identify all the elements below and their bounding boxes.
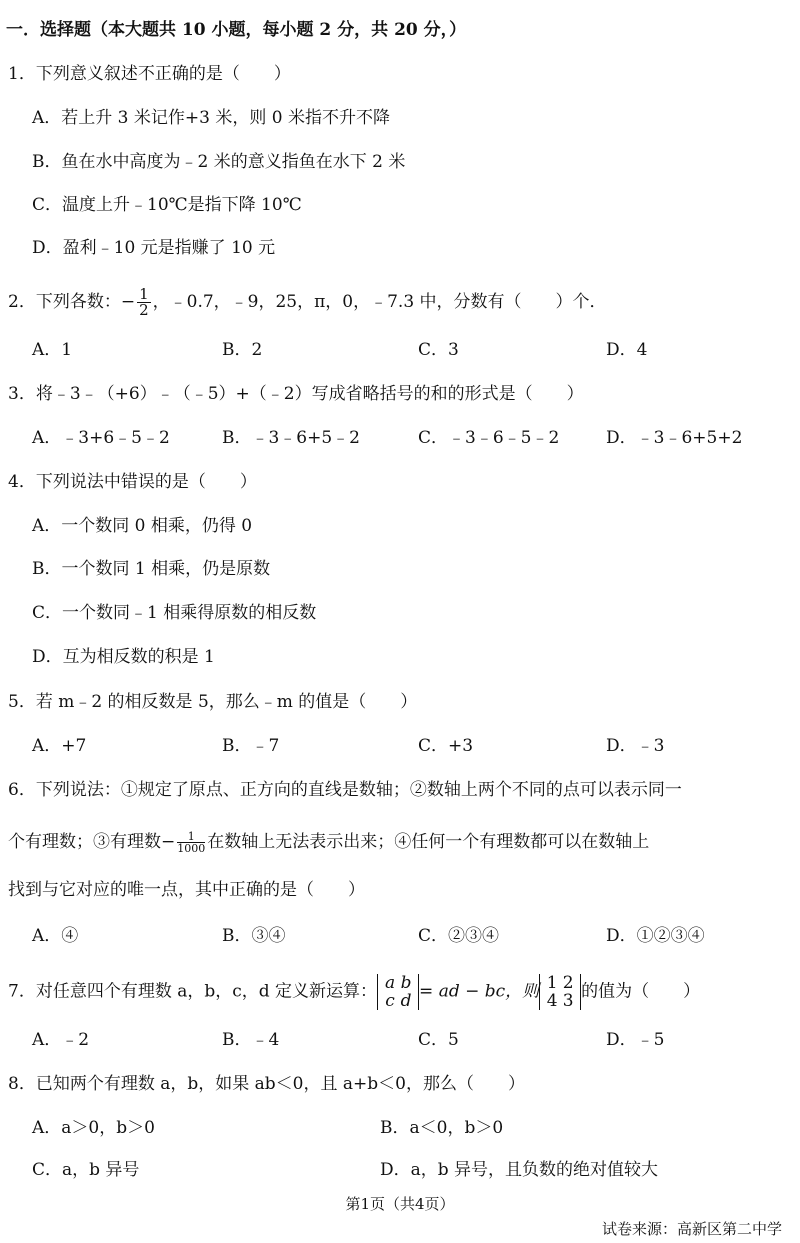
page-number: 第1页（共4页） [345, 1195, 455, 1213]
fraction-denominator: 2 [139, 301, 149, 319]
fraction-one-half [137, 287, 151, 318]
question-4-stem: 4．下列说法中错误的是（ ） [8, 472, 257, 492]
question-6-option-b: B．③④ [222, 926, 286, 946]
question-6-line-1: 6．下列说法：①规定了原点、正方向的直线是数轴；②数轴上两个不同的点可以表示同一 [8, 780, 682, 800]
question-3-option-d: D．﹣3﹣6+5+2 [606, 428, 743, 448]
question-1-option-b: B．鱼在水中高度为﹣2 米的意义指鱼在水下 2 米 [32, 152, 406, 172]
question-2-option-d: D．4 [606, 340, 648, 360]
question-7-option-b: B．﹣4 [222, 1030, 280, 1050]
question-3-option-a: A．﹣3+6﹣5﹣2 [32, 428, 170, 448]
matrix-cell: a [384, 973, 396, 993]
fraction-one-thousandth [177, 831, 205, 854]
question-4-option-c: C．一个数同﹣1 相乘得原数的相反数 [32, 603, 317, 623]
question-8-option-b: B．a＜0，b＞0 [380, 1118, 504, 1138]
question-7-stem [8, 974, 700, 1010]
question-3-option-b: B．﹣3﹣6+5﹣2 [222, 428, 361, 448]
minus-sign: − [120, 292, 136, 312]
fraction-denominator: 1000 [177, 842, 206, 855]
determinant-abcd [377, 974, 419, 1010]
matrix-cell: 3 [562, 991, 574, 1011]
question-6-option-c: C．②③④ [418, 926, 500, 946]
question-2-option-a: A．1 [32, 340, 73, 360]
question-4-option-d: D．互为相反数的积是 1 [32, 647, 215, 667]
matrix-cell: 2 [562, 973, 574, 993]
question-7-option-a: A．﹣2 [32, 1030, 90, 1050]
question-8-option-d: D．a，b 异号，且负数的绝对值较大 [380, 1160, 659, 1180]
question-7-suffix: 的值为（ ） [581, 981, 701, 1002]
question-1-stem: 1．下列意义叙述不正确的是（ ） [8, 64, 291, 84]
question-6-line-2-suffix: 在数轴上无法表示出来；④任何一个有理数都可以在数轴上 [207, 832, 650, 852]
question-2-prefix: 2．下列各数： [8, 292, 121, 312]
question-6-option-a: A．④ [32, 926, 79, 946]
question-4-option-a: A．一个数同 0 相乘，仍得 0 [32, 516, 253, 536]
question-6-line-2 [8, 830, 649, 854]
matrix-cell: 1 [546, 973, 558, 993]
determinant-numbers [539, 974, 581, 1010]
fraction-numerator: 1 [139, 285, 149, 303]
question-2-option-c: C．3 [418, 340, 459, 360]
question-7-prefix: 7．对任意四个有理数 a，b，c，d 定义新运算： [8, 981, 378, 1002]
question-7-option-c: C．5 [418, 1030, 459, 1050]
question-3-option-c: C．﹣3﹣6﹣5﹣2 [418, 428, 560, 448]
question-5-option-b: B．﹣7 [222, 736, 280, 756]
question-1-option-c: C．温度上升﹣10℃是指下降 10℃ [32, 195, 302, 215]
matrix-cell: c [385, 991, 395, 1011]
matrix-cell: 4 [546, 991, 558, 1011]
question-6-line-2-prefix: 个有理数；③有理数− [8, 832, 176, 852]
question-1-option-d: D．盈利﹣10 元是指赚了 10 元 [32, 238, 276, 258]
question-8-option-c: C．a，b 异号 [32, 1160, 140, 1180]
fraction-numerator: 1 [177, 831, 205, 843]
question-7-middle: = ad − bc，则 [419, 981, 540, 1002]
matrix-cell: b [400, 973, 412, 993]
question-3-stem: 3．将﹣3﹣（+6）﹣（﹣5）+（﹣2）写成省略括号的和的形式是（ ） [8, 384, 584, 404]
question-5-option-a: A．+7 [32, 736, 87, 756]
question-8-option-a: A．a＞0，b＞0 [32, 1118, 155, 1138]
matrix-cell: d [400, 991, 412, 1011]
question-5-option-c: C．+3 [418, 736, 474, 756]
question-2-option-b: B．2 [222, 340, 263, 360]
question-8-stem: 8．已知两个有理数 a，b，如果 ab＜0，且 a+b＜0，那么（ ） [8, 1074, 525, 1094]
question-5-stem: 5．若 m﹣2 的相反数是 5，那么﹣m 的值是（ ） [8, 692, 418, 712]
question-1-option-a: A．若上升 3 米记作+3 米，则 0 米指不升不降 [32, 108, 390, 128]
section-title: 一．选择题（本大题共 10 小题，每小题 2 分，共 20 分，） [6, 20, 467, 40]
question-7-option-d: D．﹣5 [606, 1030, 665, 1050]
exam-source: 试卷来源：高新区第二中学 [601, 1220, 782, 1238]
question-6-option-d: D．①②③④ [606, 926, 705, 946]
question-2-suffix: ，﹣0.7，﹣9，25，π，0，﹣7.3 中，分数有（ ）个． [152, 292, 607, 312]
question-5-option-d: D．﹣3 [606, 736, 665, 756]
question-2-stem [8, 287, 607, 318]
question-4-option-b: B．一个数同 1 相乘，仍是原数 [32, 559, 271, 579]
question-6-line-3: 找到与它对应的唯一点，其中正确的是（ ） [8, 880, 365, 900]
